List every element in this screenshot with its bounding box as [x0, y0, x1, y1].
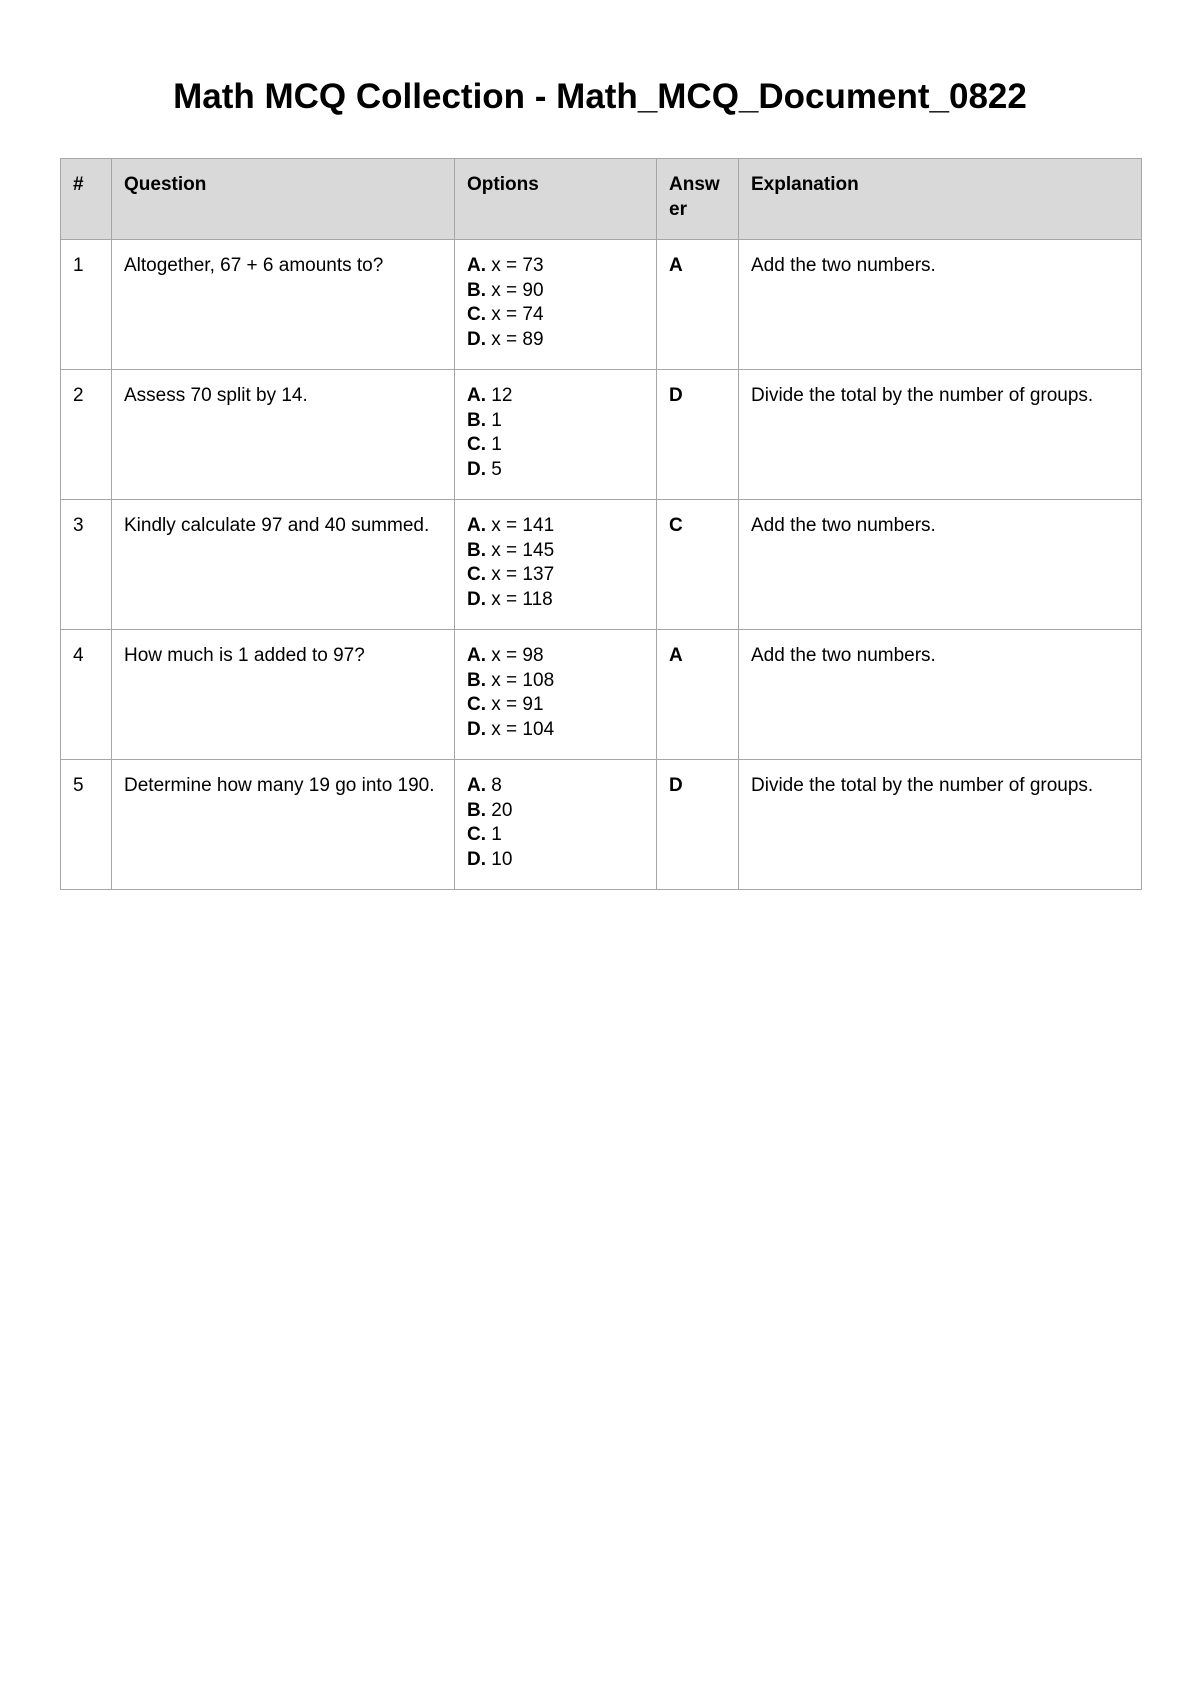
- option-letter: A.: [467, 385, 486, 406]
- option-d: [467, 848, 644, 873]
- option-text: 12: [486, 385, 513, 406]
- option-c: [467, 303, 644, 328]
- option-c: [467, 433, 644, 458]
- question-text: Altogether, 67 + 6 amounts to?: [112, 240, 455, 370]
- option-text: x = 108: [486, 669, 555, 691]
- option-letter: B.: [467, 279, 486, 301]
- options-cell: [455, 630, 657, 760]
- option-text: x = 90: [486, 279, 544, 301]
- option-text: x = 145: [486, 539, 555, 561]
- header-options: Options: [455, 159, 657, 240]
- options-cell: [455, 500, 657, 630]
- question-text: Determine how many 19 go into 190.: [112, 760, 455, 890]
- table-row: [61, 370, 1142, 500]
- option-c: [467, 693, 644, 718]
- option-text: 5: [486, 458, 502, 480]
- question-text: Kindly calculate 97 and 40 summed.: [112, 500, 455, 630]
- explanation-cell: Add the two numbers.: [739, 500, 1142, 630]
- table-row: [61, 240, 1142, 370]
- option-letter: C.: [467, 694, 486, 715]
- options-cell: [455, 240, 657, 370]
- explanation-cell: Add the two numbers.: [739, 240, 1142, 370]
- option-text: x = 89: [486, 328, 544, 350]
- option-letter: A.: [467, 775, 486, 796]
- answer-cell: C: [657, 500, 739, 630]
- explanation-cell: Add the two numbers.: [739, 630, 1142, 760]
- options-cell: [455, 370, 657, 500]
- option-text: 8: [486, 775, 502, 796]
- options-cell: [455, 760, 657, 890]
- option-a: [467, 254, 644, 279]
- question-number: 1: [61, 240, 112, 370]
- question-number: 3: [61, 500, 112, 630]
- option-letter: A.: [467, 645, 486, 666]
- option-letter: D.: [467, 588, 486, 610]
- option-d: [467, 588, 644, 613]
- answer-cell: D: [657, 760, 739, 890]
- option-letter: C.: [467, 434, 486, 455]
- page-title: Math MCQ Collection - Math_MCQ_Document_0822: [173, 77, 1027, 116]
- option-letter: C.: [467, 564, 486, 585]
- option-b: [467, 799, 644, 824]
- option-b: [467, 669, 644, 694]
- option-a: [467, 644, 644, 669]
- option-letter: D.: [467, 458, 486, 480]
- answer-cell: A: [657, 630, 739, 760]
- option-text: x = 118: [486, 588, 553, 610]
- option-a: [467, 384, 644, 409]
- explanation-cell: Divide the total by the number of groups.: [739, 760, 1142, 890]
- option-letter: B.: [467, 539, 486, 561]
- table-row: [61, 760, 1142, 890]
- option-d: [467, 458, 644, 483]
- table-row: [61, 500, 1142, 630]
- option-a: [467, 514, 644, 539]
- option-text: 1: [486, 434, 502, 455]
- option-text: x = 137: [486, 564, 555, 585]
- question-number: 5: [61, 760, 112, 890]
- option-letter: B.: [467, 799, 486, 821]
- option-b: [467, 279, 644, 304]
- explanation-cell: Divide the total by the number of groups.: [739, 370, 1142, 500]
- question-number: 4: [61, 630, 112, 760]
- option-b: [467, 539, 644, 564]
- table-row: [61, 630, 1142, 760]
- option-letter: D.: [467, 718, 486, 740]
- question-text: Assess 70 split by 14.: [112, 370, 455, 500]
- option-letter: C.: [467, 824, 486, 845]
- option-letter: D.: [467, 328, 486, 350]
- table-header-row: [61, 159, 1142, 240]
- option-d: [467, 328, 644, 353]
- option-letter: A.: [467, 255, 486, 276]
- option-text: x = 141: [486, 515, 555, 536]
- question-number: 2: [61, 370, 112, 500]
- option-text: x = 74: [486, 304, 544, 325]
- option-text: 10: [486, 848, 513, 870]
- option-letter: D.: [467, 848, 486, 870]
- header-answer: Answ er: [657, 159, 739, 240]
- option-letter: C.: [467, 304, 486, 325]
- option-letter: B.: [467, 669, 486, 691]
- option-c: [467, 563, 644, 588]
- option-letter: A.: [467, 515, 486, 536]
- option-text: 20: [486, 799, 513, 821]
- option-text: x = 104: [486, 718, 555, 740]
- answer-cell: D: [657, 370, 739, 500]
- option-text: x = 91: [486, 694, 544, 715]
- option-a: [467, 774, 644, 799]
- option-letter: B.: [467, 409, 486, 431]
- header-question: Question: [112, 159, 455, 240]
- mcq-table: [60, 158, 1142, 890]
- question-text: How much is 1 added to 97?: [112, 630, 455, 760]
- option-text: 1: [486, 824, 502, 845]
- option-c: [467, 823, 644, 848]
- option-text: x = 98: [486, 645, 544, 666]
- header-number: #: [61, 159, 112, 240]
- option-b: [467, 409, 644, 434]
- option-text: 1: [486, 409, 502, 431]
- option-text: x = 73: [486, 255, 544, 276]
- answer-cell: A: [657, 240, 739, 370]
- header-explanation: Explanation: [739, 159, 1142, 240]
- option-d: [467, 718, 644, 743]
